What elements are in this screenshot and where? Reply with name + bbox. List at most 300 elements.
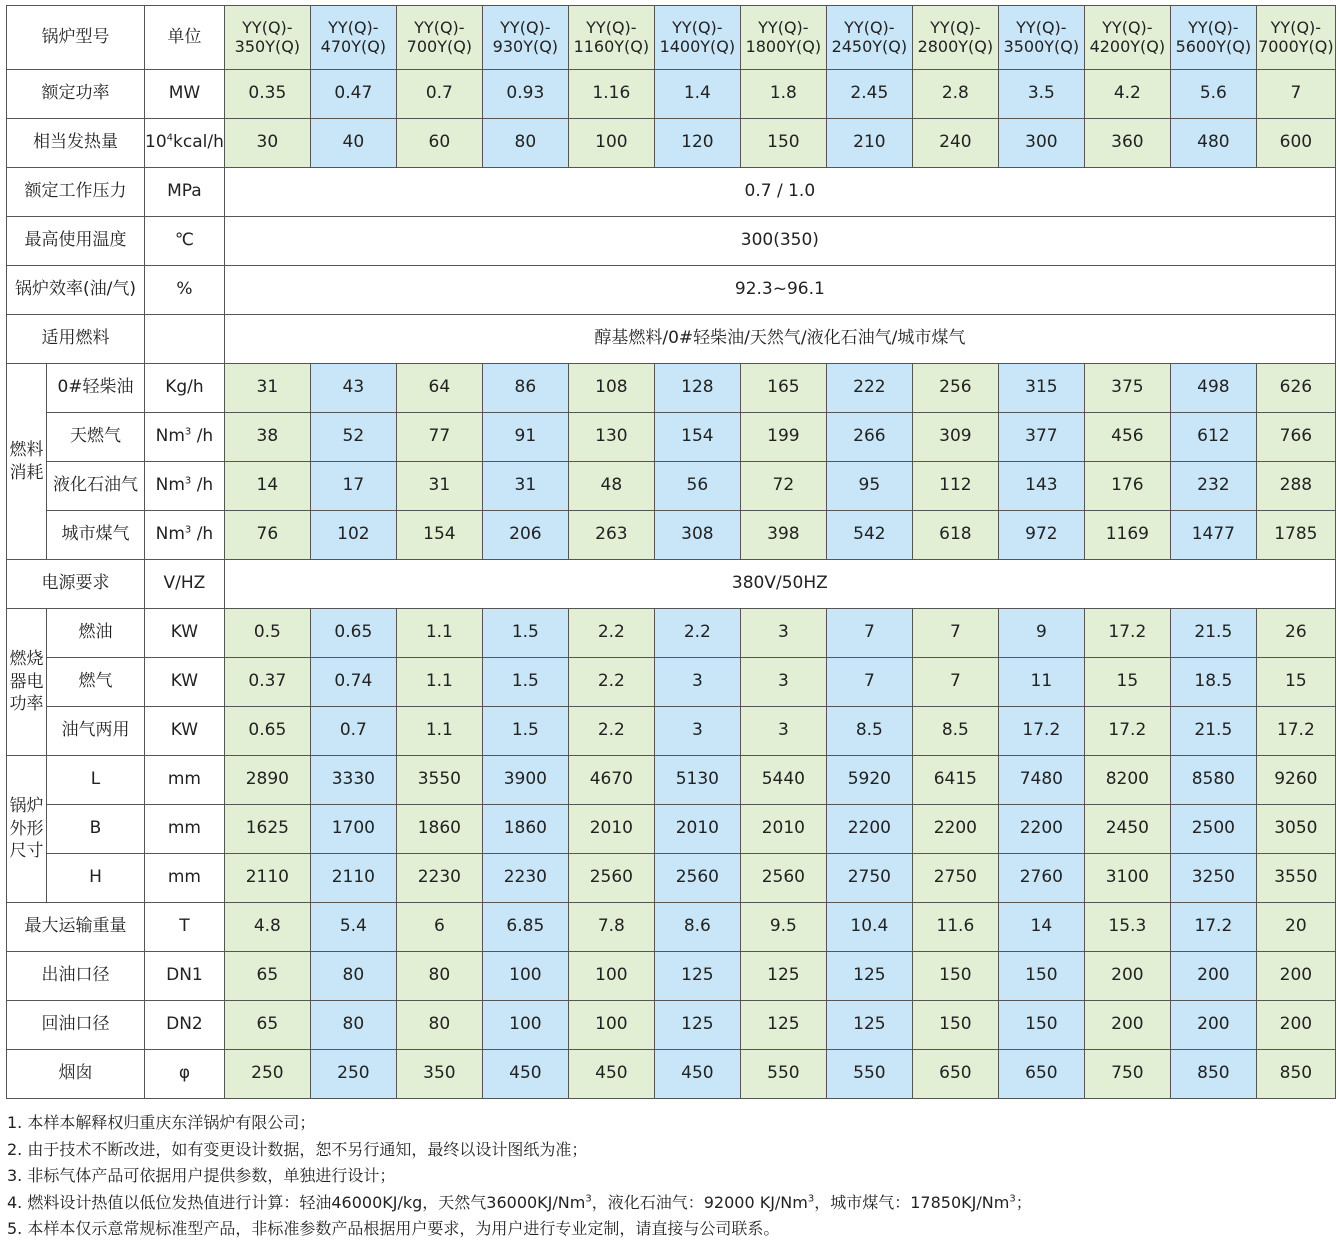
value-cell: 130	[568, 413, 654, 462]
unit-cell: %	[145, 266, 225, 315]
value-cell: 100	[568, 952, 654, 1001]
unit-text: 10	[145, 132, 167, 153]
value-cell: 65	[224, 1001, 310, 1050]
value-cell: 14	[224, 462, 310, 511]
value-cell: 750	[1084, 1050, 1170, 1099]
unit-cell: DN2	[145, 1001, 225, 1050]
model-name-line: 700Y(Q)	[406, 36, 473, 56]
row-label: 城市煤气	[47, 511, 145, 560]
model-name-line: 5600Y(Q)	[1175, 36, 1252, 56]
value-cell: 1.5	[482, 658, 568, 707]
model-name-line: YY(Q)-	[1016, 18, 1067, 38]
value-cell: 0.35	[224, 70, 310, 119]
model-name-line: YY(Q)-	[930, 18, 981, 38]
unit-label: 单位	[145, 6, 225, 70]
unit-cell	[145, 315, 225, 364]
note-line: 2. 由于技术不断改进，如有变更设计数据，恕不另行通知，最终以设计图纸为准；	[7, 1139, 588, 1159]
value-cell: 350	[396, 1050, 482, 1099]
value-cell: 263	[568, 511, 654, 560]
group-label-line: 消耗	[9, 462, 44, 483]
value-cell: 2750	[912, 854, 998, 903]
model-name-line: YY(Q)-	[1270, 18, 1322, 38]
value-cell: 150	[912, 952, 998, 1001]
value-cell: 95	[826, 462, 912, 511]
value-cell: 618	[912, 511, 998, 560]
value-cell: 150	[912, 1001, 998, 1050]
value-cell: 0.74	[310, 658, 396, 707]
unit-superscript: 3	[184, 426, 192, 438]
spec-row	[7, 854, 1336, 903]
value-cell: 2560	[568, 854, 654, 903]
unit-cell: Kg/h	[145, 364, 225, 413]
value-cell: 3	[740, 609, 826, 658]
group-label-line: 燃料	[9, 439, 44, 460]
value-cell: 626	[1256, 364, 1335, 413]
group-label-fuel	[7, 364, 47, 560]
row-label: L	[47, 756, 145, 805]
value-cell: 1169	[1084, 511, 1170, 560]
unit-superscript: 3	[184, 524, 192, 536]
value-cell: 210	[826, 119, 912, 168]
spec-row	[7, 315, 1336, 364]
value-cell: 1.5	[482, 609, 568, 658]
unit-cell: KW	[145, 707, 225, 756]
value-cell: 450	[654, 1050, 740, 1099]
value-cell: 21.5	[1170, 609, 1256, 658]
value-cell: 2110	[224, 854, 310, 903]
group-label-burner	[7, 609, 47, 756]
model-header	[912, 6, 998, 70]
note-superscript: 3	[807, 1193, 815, 1205]
value-cell: 2200	[826, 805, 912, 854]
value-cell: 1.1	[396, 707, 482, 756]
value-cell: 8200	[1084, 756, 1170, 805]
value-cell: 108	[568, 364, 654, 413]
value-cell: 4670	[568, 756, 654, 805]
model-name-line: YY(Q)-	[1188, 18, 1239, 38]
value-cell: 80	[310, 1001, 396, 1050]
span-value: 0.7 / 1.0	[224, 168, 1335, 217]
value-cell: 2010	[568, 805, 654, 854]
row-label: 锅炉效率(油/气)	[7, 266, 145, 315]
model-name-line: 470Y(Q)	[320, 36, 387, 56]
value-cell: 2560	[654, 854, 740, 903]
value-cell: 120	[654, 119, 740, 168]
value-cell: 4.8	[224, 903, 310, 952]
value-cell: 8.5	[912, 707, 998, 756]
value-cell: 31	[396, 462, 482, 511]
value-cell: 232	[1170, 462, 1256, 511]
value-cell: 3	[740, 658, 826, 707]
spec-row	[7, 560, 1336, 609]
value-cell: 766	[1256, 413, 1335, 462]
value-cell: 17.2	[1256, 707, 1335, 756]
value-cell: 150	[998, 952, 1084, 1001]
value-cell: 125	[740, 952, 826, 1001]
value-cell: 450	[568, 1050, 654, 1099]
value-cell: 30	[224, 119, 310, 168]
value-cell: 5440	[740, 756, 826, 805]
value-cell: 850	[1170, 1050, 1256, 1099]
value-cell: 456	[1084, 413, 1170, 462]
model-name-line: YY(Q)-	[1102, 18, 1153, 38]
unit-cell: KW	[145, 658, 225, 707]
value-cell: 31	[482, 462, 568, 511]
value-cell: 2230	[396, 854, 482, 903]
value-cell: 8580	[1170, 756, 1256, 805]
value-cell: 850	[1256, 1050, 1335, 1099]
model-name-line: YY(Q)-	[844, 18, 895, 38]
note-line: 3. 非标气体产品可依据用户提供参数，单独进行设计；	[7, 1166, 396, 1185]
value-cell: 2200	[912, 805, 998, 854]
unit-cell: φ	[145, 1050, 225, 1099]
model-name-line: YY(Q)-	[586, 18, 637, 38]
value-cell: 1.4	[654, 70, 740, 119]
value-cell: 2010	[740, 805, 826, 854]
note-line	[7, 1190, 1332, 1217]
model-name-line: 7000Y(Q)	[1258, 36, 1334, 56]
unit-cell: V/HZ	[145, 560, 225, 609]
value-cell: 86	[482, 364, 568, 413]
value-cell: 3.5	[998, 70, 1084, 119]
value-cell: 9260	[1256, 756, 1335, 805]
unit-text: /h	[191, 475, 214, 496]
value-cell: 0.65	[310, 609, 396, 658]
value-cell: 3550	[1256, 854, 1335, 903]
value-cell: 40	[310, 119, 396, 168]
value-cell: 3330	[310, 756, 396, 805]
spec-row	[7, 707, 1336, 756]
value-cell: 2750	[826, 854, 912, 903]
value-cell: 2230	[482, 854, 568, 903]
model-header	[310, 6, 396, 70]
value-cell: 2560	[740, 854, 826, 903]
span-value: 醇基燃料/0#轻柴油/天然气/液化石油气/城市煤气	[224, 315, 1335, 364]
spec-row	[7, 658, 1336, 707]
value-cell: 176	[1084, 462, 1170, 511]
value-cell: 377	[998, 413, 1084, 462]
value-cell: 17.2	[998, 707, 1084, 756]
value-cell: 3	[740, 707, 826, 756]
value-cell: 80	[396, 1001, 482, 1050]
value-cell: 1700	[310, 805, 396, 854]
model-name-line: 350Y(Q)	[234, 36, 301, 56]
model-header	[826, 6, 912, 70]
value-cell: 0.65	[224, 707, 310, 756]
model-header	[998, 6, 1084, 70]
value-cell: 150	[740, 119, 826, 168]
value-cell: 2450	[1084, 805, 1170, 854]
value-cell: 650	[912, 1050, 998, 1099]
model-name-line: 3500Y(Q)	[1003, 36, 1080, 56]
value-cell: 250	[224, 1050, 310, 1099]
value-cell: 5.4	[310, 903, 396, 952]
model-name-line: 2800Y(Q)	[917, 36, 994, 56]
value-cell: 200	[1170, 952, 1256, 1001]
value-cell: 206	[482, 511, 568, 560]
value-cell: 7	[912, 609, 998, 658]
unit-cell: ℃	[145, 217, 225, 266]
value-cell: 2500	[1170, 805, 1256, 854]
value-cell: 5130	[654, 756, 740, 805]
value-cell: 300	[998, 119, 1084, 168]
value-cell: 1.16	[568, 70, 654, 119]
value-cell: 266	[826, 413, 912, 462]
value-cell: 154	[654, 413, 740, 462]
model-header	[740, 6, 826, 70]
model-name-line: 4200Y(Q)	[1089, 36, 1166, 56]
value-cell: 308	[654, 511, 740, 560]
row-label: 额定工作压力	[7, 168, 145, 217]
value-cell: 21.5	[1170, 707, 1256, 756]
unit-superscript: 3	[184, 475, 192, 487]
value-cell: 1625	[224, 805, 310, 854]
value-cell: 18.5	[1170, 658, 1256, 707]
value-cell: 100	[482, 952, 568, 1001]
model-name-line: 2450Y(Q)	[831, 36, 908, 56]
value-cell: 102	[310, 511, 396, 560]
value-cell: 80	[310, 952, 396, 1001]
value-cell: 3550	[396, 756, 482, 805]
value-cell: 31	[224, 364, 310, 413]
value-cell: 375	[1084, 364, 1170, 413]
value-cell: 9.5	[740, 903, 826, 952]
model-name-line: 1400Y(Q)	[659, 36, 736, 56]
value-cell: 0.37	[224, 658, 310, 707]
value-cell: 80	[482, 119, 568, 168]
spec-row	[7, 266, 1336, 315]
value-cell: 17.2	[1170, 903, 1256, 952]
value-cell: 200	[1256, 1001, 1335, 1050]
value-cell: 1.1	[396, 658, 482, 707]
spec-row	[7, 217, 1336, 266]
value-cell: 612	[1170, 413, 1256, 462]
value-cell: 2.2	[568, 707, 654, 756]
note-text: 4. 燃料设计热值以低位发热值进行计算：轻油46000KJ/kg，天然气36000KJ/Nm	[7, 1192, 586, 1212]
value-cell: 2760	[998, 854, 1084, 903]
value-cell: 3100	[1084, 854, 1170, 903]
note-line: 1. 本样本解释权归重庆东洋锅炉有限公司；	[7, 1113, 316, 1132]
model-name-line: YY(Q)-	[500, 18, 551, 38]
value-cell: 288	[1256, 462, 1335, 511]
value-cell: 125	[654, 952, 740, 1001]
value-cell: 125	[654, 1001, 740, 1050]
value-cell: 7	[826, 609, 912, 658]
value-cell: 256	[912, 364, 998, 413]
value-cell: 143	[998, 462, 1084, 511]
value-cell: 91	[482, 413, 568, 462]
unit-text: Nm	[155, 524, 185, 545]
value-cell: 3	[654, 707, 740, 756]
model-header	[482, 6, 568, 70]
value-cell: 3	[654, 658, 740, 707]
group-label-line: 燃烧	[9, 648, 44, 669]
unit-cell: MW	[145, 70, 225, 119]
value-cell: 972	[998, 511, 1084, 560]
value-cell: 199	[740, 413, 826, 462]
unit-cell	[145, 462, 225, 511]
span-value: 300(350)	[224, 217, 1335, 266]
value-cell: 26	[1256, 609, 1335, 658]
value-cell: 542	[826, 511, 912, 560]
value-cell: 6	[396, 903, 482, 952]
row-label: 油气两用	[47, 707, 145, 756]
note-superscript: 3	[1009, 1193, 1016, 1205]
span-value: 92.3~96.1	[224, 266, 1335, 315]
value-cell: 17.2	[1084, 707, 1170, 756]
value-cell: 8.5	[826, 707, 912, 756]
value-cell: 2.2	[654, 609, 740, 658]
value-cell: 100	[568, 1001, 654, 1050]
header-row	[7, 6, 1336, 70]
value-cell: 56	[654, 462, 740, 511]
value-cell: 1785	[1256, 511, 1335, 560]
value-cell: 309	[912, 413, 998, 462]
value-cell: 200	[1084, 1001, 1170, 1050]
spec-row	[7, 462, 1336, 511]
value-cell: 2.8	[912, 70, 998, 119]
value-cell: 77	[396, 413, 482, 462]
value-cell: 2.45	[826, 70, 912, 119]
value-cell: 5.6	[1170, 70, 1256, 119]
model-header	[396, 6, 482, 70]
group-label-line: 功率	[9, 694, 44, 715]
value-cell: 6415	[912, 756, 998, 805]
value-cell: 11.6	[912, 903, 998, 952]
value-cell: 15.3	[1084, 903, 1170, 952]
value-cell: 2890	[224, 756, 310, 805]
model-label: 锅炉型号	[7, 6, 145, 70]
model-header	[654, 6, 740, 70]
value-cell: 2.2	[568, 609, 654, 658]
value-cell: 1860	[482, 805, 568, 854]
value-cell: 125	[740, 1001, 826, 1050]
model-name-line: 930Y(Q)	[492, 36, 559, 56]
unit-cell	[145, 119, 225, 168]
value-cell: 64	[396, 364, 482, 413]
model-header	[1084, 6, 1170, 70]
row-label: 出油口径	[7, 952, 145, 1001]
note-text: ，城市煤气：17850KJ/Nm	[814, 1192, 1010, 1212]
value-cell: 1.5	[482, 707, 568, 756]
spec-row	[7, 364, 1336, 413]
group-label-line: 外形	[9, 818, 44, 839]
spec-row	[7, 805, 1336, 854]
value-cell: 360	[1084, 119, 1170, 168]
unit-superscript: 4	[166, 132, 174, 144]
unit-text: /h	[191, 524, 214, 545]
value-cell: 222	[826, 364, 912, 413]
value-cell: 7.8	[568, 903, 654, 952]
group-label-line: 锅炉	[9, 795, 44, 816]
model-name-line: YY(Q)-	[328, 18, 379, 38]
value-cell: 72	[740, 462, 826, 511]
model-name-line: 1160Y(Q)	[573, 36, 650, 56]
value-cell: 240	[912, 119, 998, 168]
spec-row	[7, 511, 1336, 560]
value-cell: 3250	[1170, 854, 1256, 903]
value-cell: 11	[998, 658, 1084, 707]
group-label-line: 尺寸	[9, 841, 44, 862]
value-cell: 80	[396, 952, 482, 1001]
spec-row	[7, 952, 1336, 1001]
span-value: 380V/50HZ	[224, 560, 1335, 609]
value-cell: 250	[310, 1050, 396, 1099]
row-label: H	[47, 854, 145, 903]
unit-text: kcal/h	[173, 132, 224, 153]
value-cell: 480	[1170, 119, 1256, 168]
row-label: 最高使用温度	[7, 217, 145, 266]
value-cell: 4.2	[1084, 70, 1170, 119]
value-cell: 2110	[310, 854, 396, 903]
unit-cell: mm	[145, 854, 225, 903]
group-label-line: 器电	[9, 671, 44, 692]
value-cell: 128	[654, 364, 740, 413]
value-cell: 600	[1256, 119, 1335, 168]
value-cell: 8.6	[654, 903, 740, 952]
value-cell: 38	[224, 413, 310, 462]
value-cell: 0.7	[310, 707, 396, 756]
value-cell: 3900	[482, 756, 568, 805]
note-superscript: 3	[585, 1193, 592, 1205]
value-cell: 165	[740, 364, 826, 413]
unit-cell	[145, 511, 225, 560]
value-cell: 15	[1084, 658, 1170, 707]
value-cell: 7	[912, 658, 998, 707]
value-cell: 550	[740, 1050, 826, 1099]
value-cell: 52	[310, 413, 396, 462]
unit-cell: DN1	[145, 952, 225, 1001]
value-cell: 112	[912, 462, 998, 511]
value-cell: 100	[482, 1001, 568, 1050]
value-cell: 20	[1256, 903, 1335, 952]
row-label: 0#轻柴油	[47, 364, 145, 413]
spec-table	[6, 5, 1336, 1099]
model-name-line: YY(Q)-	[758, 18, 809, 38]
value-cell: 125	[826, 1001, 912, 1050]
unit-cell: KW	[145, 609, 225, 658]
unit-cell	[145, 413, 225, 462]
value-cell: 1860	[396, 805, 482, 854]
note-text: ，液化石油气：92000 KJ/Nm	[591, 1192, 808, 1212]
model-name-line: YY(Q)-	[414, 18, 465, 38]
unit-cell: MPa	[145, 168, 225, 217]
spec-row	[7, 1001, 1336, 1050]
value-cell: 200	[1170, 1001, 1256, 1050]
value-cell: 125	[826, 952, 912, 1001]
spec-row	[7, 168, 1336, 217]
value-cell: 1.1	[396, 609, 482, 658]
spec-row	[7, 756, 1336, 805]
row-label: 电源要求	[7, 560, 145, 609]
group-label-dimensions	[7, 756, 47, 903]
value-cell: 2010	[654, 805, 740, 854]
value-cell: 7	[1256, 70, 1335, 119]
spec-row	[7, 70, 1336, 119]
value-cell: 450	[482, 1050, 568, 1099]
note-line: 5. 本样本仅示意常规标准型产品，非标准参数产品根据用户要求，为用户进行专业定制，请直接与公司联系。	[7, 1219, 780, 1238]
value-cell: 9	[998, 609, 1084, 658]
value-cell: 65	[224, 952, 310, 1001]
value-cell: 315	[998, 364, 1084, 413]
value-cell: 0.93	[482, 70, 568, 119]
unit-text: /h	[191, 426, 214, 447]
row-label: B	[47, 805, 145, 854]
value-cell: 2200	[998, 805, 1084, 854]
model-header	[224, 6, 310, 70]
value-cell: 200	[1256, 952, 1335, 1001]
row-label: 天燃气	[47, 413, 145, 462]
